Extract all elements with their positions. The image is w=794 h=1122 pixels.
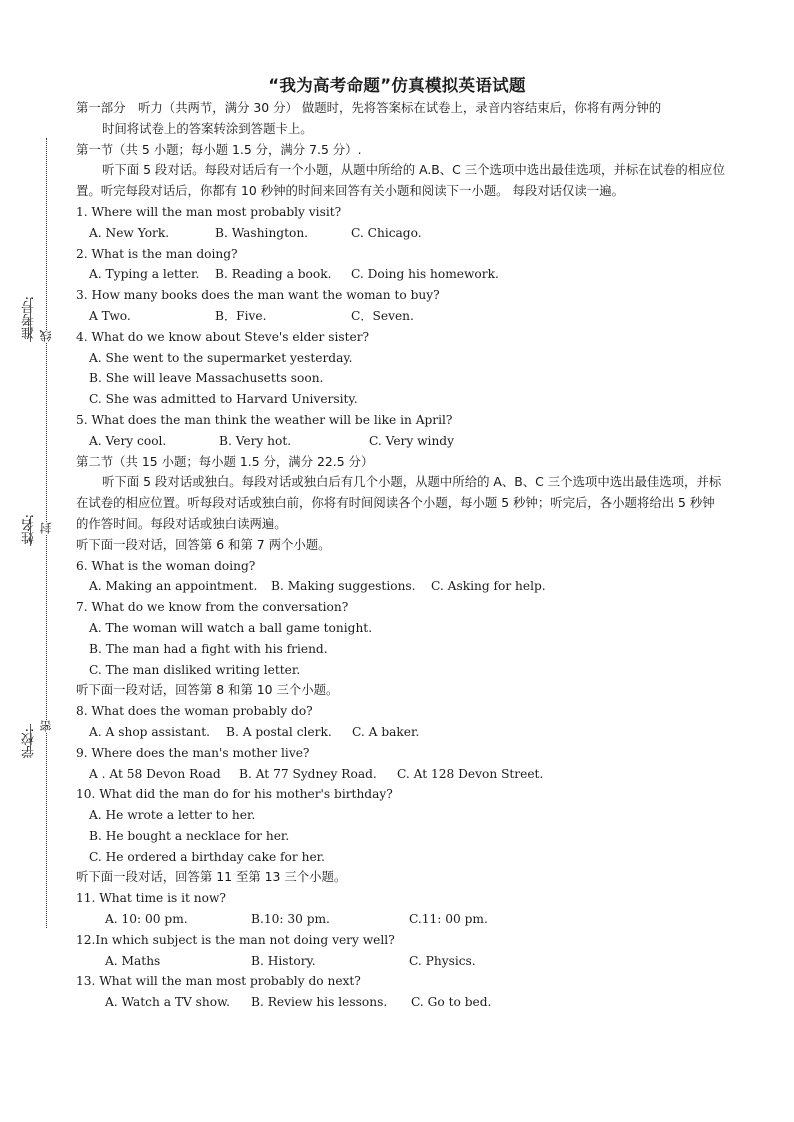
answer-option[interactable]: B. Review his lessons. (251, 995, 388, 1010)
question-stem: 2. What is the man doing? (76, 246, 238, 261)
answer-option[interactable]: A . At 58 Devon Road (89, 766, 221, 781)
answer-option[interactable]: B．Five. (215, 308, 267, 323)
question-stem: 13. What will the man most probably do next? (76, 974, 361, 989)
exam-title: “我为高考命题”仿真模拟英语试题 (268, 76, 526, 95)
answer-option[interactable]: C.11: 00 pm. (409, 912, 488, 927)
answer-option[interactable]: B.10: 30 pm. (251, 912, 330, 927)
answer-option[interactable]: C. Go to bed. (411, 995, 492, 1010)
answer-option[interactable]: B. The man had a fight with his friend. (89, 641, 328, 656)
option-row (76, 576, 726, 597)
answer-option[interactable]: C. The man disliked writing letter. (89, 662, 301, 677)
question-stem: 9. Where does the man's mother live? (76, 745, 310, 760)
question-stem: 3. How many books does the man want the woman to buy? (76, 288, 440, 303)
answer-option[interactable]: A. Typing a letter. (89, 267, 200, 282)
answer-option[interactable]: C. Physics. (409, 953, 476, 968)
school-label: 学校: (22, 728, 37, 759)
answer-option[interactable]: B. Washington. (215, 225, 309, 240)
answer-option[interactable]: B. Reading a book. (215, 267, 332, 282)
question-stem: 10. What did the man do for his mother's birthday? (76, 787, 393, 802)
question-stem: 4. What do we know about Steve's elder sister? (76, 329, 370, 344)
option-row (76, 951, 726, 972)
group1-instruction: 听下面一段对话，回答第 6 和第 7 两个小题。 (76, 536, 331, 552)
part1-heading-line1: 第一部分 听力（共两节，满分 30 分） 做题时，先将答案标在试卷上，录音内容结束后，你将有两分钟的 (76, 100, 662, 115)
question-stem: 5. What does the man think the weather will be like in April? (76, 412, 453, 427)
answer-option[interactable]: A. Very cool. (89, 433, 167, 448)
group2-instruction: 听下面一段对话，回答第 8 和第 10 三个小题。 (76, 682, 339, 698)
option-row (76, 992, 726, 1013)
name-field (30, 516, 31, 546)
answer-option[interactable]: C．Seven. (351, 308, 414, 323)
part1-heading-line2: 时间将试卷上的答案转涂到答题卡上。 (102, 120, 313, 136)
option-row (76, 306, 726, 327)
question-stem: 7. What do we know from the conversation? (76, 600, 349, 615)
option-row (76, 764, 726, 785)
exam-content (76, 98, 726, 1013)
answer-option[interactable]: A. Making an appointment. (89, 579, 258, 594)
answer-option[interactable]: C. Chicago. (351, 225, 422, 240)
group3-instruction: 听下面一段对话，回答第 11 至第 13 三个小题。 (76, 869, 347, 885)
option-row (76, 264, 726, 285)
seal-secret-char: 密 (39, 720, 53, 732)
answer-option[interactable]: A. She went to the supermarket yesterday. (89, 350, 353, 365)
option-row (76, 909, 726, 930)
answer-option[interactable]: C. A baker. (352, 724, 420, 739)
answer-option[interactable]: A Two. (89, 308, 131, 323)
answer-option[interactable]: A. He wrote a letter to her. (89, 808, 256, 823)
answer-option[interactable]: B. Making suggestions. (271, 579, 416, 594)
answer-option[interactable]: B. At 77 Sydney Road. (239, 766, 377, 781)
answer-option[interactable]: B. He bought a necklace for her. (89, 828, 290, 843)
school-field (30, 724, 31, 754)
section1-instructions: 听下面 5 段对话。每段对话后有一个小题，从题中所给的 A.B、C 三个选项中选出最佳选项，并标在试卷的相应位置。听完每段对话后，你都有 10 秒钟的时间来回答有关小题和阅读下一小题。 每段对话仅读一遍。 (76, 162, 725, 199)
answer-option[interactable]: B. History. (251, 953, 316, 968)
question-stem: 12.In which subject is the man not doing very well? (76, 932, 395, 947)
answer-option[interactable]: B. A postal clerk. (226, 724, 332, 739)
group2-questions (76, 701, 726, 867)
answer-option[interactable]: A. The woman will watch a ball game tonight. (89, 620, 373, 635)
exam-number-field (30, 298, 31, 342)
section2-instructions: 听下面 5 段对话或独白。每段对话或独白后有几个小题，从题中所给的 A、B、C 三个选项中选出最佳选项，并标在试卷的相应位置。听每段对话或独白前，你将有时间阅读各个小题，每小题 5 秒钟；听完后，各小题将给出 5 秒钟的作答时间。每段对话或独白读两遍。 (76, 474, 722, 531)
answer-option[interactable]: C. At 128 Devon Street. (397, 766, 544, 781)
question-stem: 8. What does the woman probably do? (76, 704, 313, 719)
group3-questions (76, 888, 726, 1013)
option-row (76, 223, 726, 244)
answer-option[interactable]: B. Very hot. (219, 433, 292, 448)
section1-heading: 第一节（共 5 小题；每小题 1.5 分，满分 7.5 分）. (76, 141, 362, 157)
answer-option[interactable]: B. She will leave Massachusetts soon. (89, 371, 324, 386)
answer-option[interactable]: A. Maths (105, 953, 161, 968)
answer-option[interactable]: C. Very windy (369, 433, 454, 448)
seal-line-char: 线 (39, 330, 53, 342)
answer-option[interactable]: C. He ordered a birthday cake for her. (89, 849, 326, 864)
answer-option[interactable]: C. She was admitted to Harvard University. (89, 392, 358, 407)
question-stem: 1. Where will the man most probably visit? (76, 204, 342, 219)
section2-heading: 第二节（共 15 小题；每小题 1.5 分，满分 22.5 分） (76, 453, 374, 469)
exam-number-label: 准考号: (22, 296, 37, 340)
answer-option[interactable]: A. A shop assistant. (89, 724, 211, 739)
section1-questions (76, 202, 726, 452)
answer-option[interactable]: A. 10: 00 pm. (105, 912, 188, 927)
answer-option[interactable]: A. Watch a TV show. (105, 995, 230, 1010)
answer-option[interactable]: C. Doing his homework. (351, 267, 499, 282)
answer-option[interactable]: C. Asking for help. (431, 579, 546, 594)
question-stem: 6. What is the woman doing? (76, 558, 256, 573)
option-row (76, 431, 726, 452)
option-row (76, 722, 726, 743)
seal-seal-char: 封 (39, 522, 53, 534)
answer-option[interactable]: A. New York. (89, 225, 170, 240)
question-stem: 11. What time is it now? (76, 891, 226, 906)
name-label: 姓名: (22, 514, 37, 545)
group1-questions (76, 556, 726, 681)
